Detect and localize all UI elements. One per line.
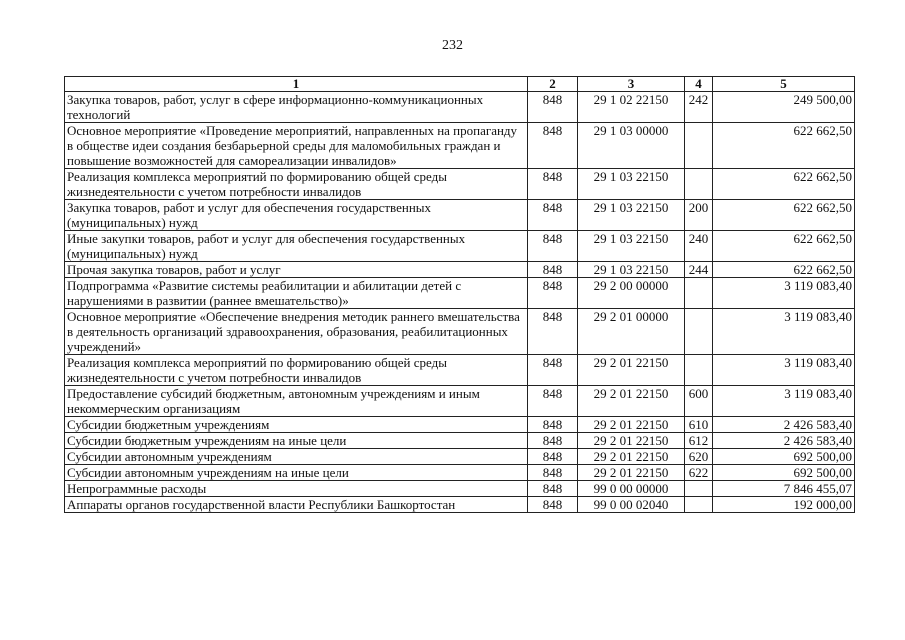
row-target-code: 29 1 03 00000	[578, 123, 685, 169]
header-col-name: 1	[65, 77, 528, 92]
row-target-code: 29 1 03 22150	[578, 169, 685, 200]
row-amount: 7 846 455,07	[713, 481, 855, 497]
table-row	[65, 433, 855, 449]
header-row	[65, 77, 855, 92]
row-target-code: 29 1 03 22150	[578, 231, 685, 262]
row-amount: 2 426 583,40	[713, 433, 855, 449]
table-row	[65, 481, 855, 497]
row-dept-code: 848	[528, 417, 578, 433]
row-target-code: 29 2 01 22150	[578, 465, 685, 481]
row-expense-type: 612	[685, 433, 713, 449]
row-target-code: 29 2 01 00000	[578, 309, 685, 355]
row-amount: 622 662,50	[713, 231, 855, 262]
header-col-dept: 2	[528, 77, 578, 92]
row-name: Закупка товаров, работ и услуг для обеспечения государственных (муниципальных) нужд	[65, 200, 528, 231]
row-expense-type: 200	[685, 200, 713, 231]
table-row	[65, 123, 855, 169]
row-name: Прочая закупка товаров, работ и услуг	[65, 262, 528, 278]
row-dept-code: 848	[528, 449, 578, 465]
table-header	[65, 77, 855, 92]
row-expense-type: 622	[685, 465, 713, 481]
row-target-code: 29 2 01 22150	[578, 433, 685, 449]
table-row	[65, 92, 855, 123]
row-dept-code: 848	[528, 465, 578, 481]
row-name: Реализация комплекса мероприятий по формированию общей среды жизнедеятельности с учетом потребности инвалидов	[65, 169, 528, 200]
row-name: Основное мероприятие «Обеспечение внедрения методик раннего вмешательства в деятельность организаций здравоохранения, образования, реабилитационных учреждений»	[65, 309, 528, 355]
row-target-code: 29 2 01 22150	[578, 449, 685, 465]
row-amount: 2 426 583,40	[713, 417, 855, 433]
row-dept-code: 848	[528, 123, 578, 169]
table-row	[65, 169, 855, 200]
row-target-code: 29 2 01 22150	[578, 417, 685, 433]
page-number: 232	[442, 38, 463, 53]
table-row	[65, 465, 855, 481]
row-name: Закупка товаров, работ, услуг в сфере информационно-коммуникационных технологий	[65, 92, 528, 123]
row-amount: 692 500,00	[713, 465, 855, 481]
row-dept-code: 848	[528, 200, 578, 231]
row-name: Субсидии автономным учреждениям на иные цели	[65, 465, 528, 481]
row-target-code: 99 0 00 00000	[578, 481, 685, 497]
row-name: Непрограммные расходы	[65, 481, 528, 497]
row-amount: 622 662,50	[713, 200, 855, 231]
header-col-sum: 5	[713, 77, 855, 92]
row-name: Предоставление субсидий бюджетным, автономным учреждениям и иным некоммерческим организациям	[65, 386, 528, 417]
row-dept-code: 848	[528, 169, 578, 200]
row-expense-type: 610	[685, 417, 713, 433]
row-target-code: 29 1 03 22150	[578, 262, 685, 278]
row-amount: 192 000,00	[713, 497, 855, 513]
row-expense-type	[685, 169, 713, 200]
table-row	[65, 200, 855, 231]
row-dept-code: 848	[528, 481, 578, 497]
row-amount: 3 119 083,40	[713, 355, 855, 386]
row-name: Субсидии автономным учреждениям	[65, 449, 528, 465]
row-amount: 622 662,50	[713, 169, 855, 200]
row-amount: 622 662,50	[713, 262, 855, 278]
row-amount: 3 119 083,40	[713, 386, 855, 417]
row-expense-type: 240	[685, 231, 713, 262]
row-name: Основное мероприятие «Проведение мероприятий, направленных на пропаганду в обществе идеи создания безбарьерной среды для маломобильных граждан и повышение возможностей для самореализации инвалидов»	[65, 123, 528, 169]
row-expense-type	[685, 278, 713, 309]
budget-table	[64, 76, 855, 513]
row-target-code: 29 1 03 22150	[578, 200, 685, 231]
row-expense-type	[685, 497, 713, 513]
header-col-csr: 3	[578, 77, 685, 92]
row-name: Субсидии бюджетным учреждениям	[65, 417, 528, 433]
row-dept-code: 848	[528, 497, 578, 513]
row-target-code: 29 2 00 00000	[578, 278, 685, 309]
row-name: Иные закупки товаров, работ и услуг для обеспечения государственных (муниципальных) нужд	[65, 231, 528, 262]
row-amount: 3 119 083,40	[713, 309, 855, 355]
row-dept-code: 848	[528, 278, 578, 309]
row-name: Реализация комплекса мероприятий по формированию общей среды жизнедеятельности с учетом потребности инвалидов	[65, 355, 528, 386]
row-name: Подпрограмма «Развитие системы реабилитации и абилитации детей с нарушениями в развитии (раннее вмешательство)»	[65, 278, 528, 309]
row-name: Субсидии бюджетным учреждениям на иные цели	[65, 433, 528, 449]
table-row	[65, 386, 855, 417]
row-amount: 622 662,50	[713, 123, 855, 169]
row-dept-code: 848	[528, 262, 578, 278]
row-amount: 249 500,00	[713, 92, 855, 123]
row-expense-type	[685, 309, 713, 355]
table-row	[65, 497, 855, 513]
table-row	[65, 231, 855, 262]
table-row	[65, 355, 855, 386]
table-row	[65, 417, 855, 433]
row-dept-code: 848	[528, 92, 578, 123]
row-target-code: 99 0 00 02040	[578, 497, 685, 513]
row-expense-type	[685, 481, 713, 497]
table-body	[65, 92, 855, 513]
row-expense-type: 244	[685, 262, 713, 278]
row-name: Аппараты органов государственной власти Республики Башкортостан	[65, 497, 528, 513]
row-dept-code: 848	[528, 433, 578, 449]
row-expense-type	[685, 123, 713, 169]
table-row	[65, 449, 855, 465]
row-dept-code: 848	[528, 386, 578, 417]
row-target-code: 29 2 01 22150	[578, 355, 685, 386]
row-expense-type: 600	[685, 386, 713, 417]
table-row	[65, 309, 855, 355]
row-target-code: 29 1 02 22150	[578, 92, 685, 123]
row-expense-type: 620	[685, 449, 713, 465]
row-target-code: 29 2 01 22150	[578, 386, 685, 417]
row-dept-code: 848	[528, 309, 578, 355]
row-expense-type	[685, 355, 713, 386]
header-col-vr: 4	[685, 77, 713, 92]
table-row	[65, 262, 855, 278]
row-dept-code: 848	[528, 231, 578, 262]
row-amount: 692 500,00	[713, 449, 855, 465]
row-expense-type: 242	[685, 92, 713, 123]
row-dept-code: 848	[528, 355, 578, 386]
table-row	[65, 278, 855, 309]
row-amount: 3 119 083,40	[713, 278, 855, 309]
